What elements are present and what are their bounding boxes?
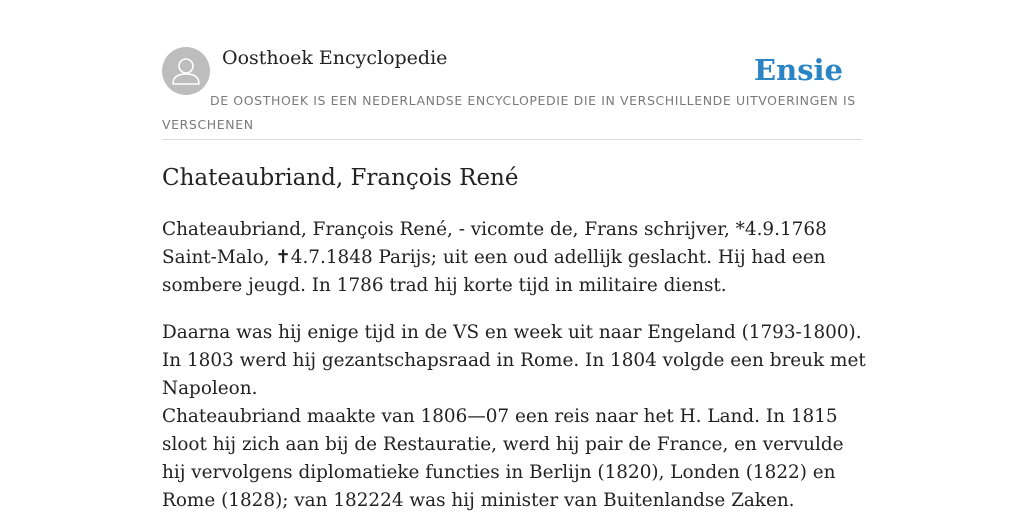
article-paragraph-2: Daarna was hij enige tijd in de VS en week uit naar Engeland (1793-1800). In 1803 werd hij gezantschapsraad in Rome. In 1804 volgde een breuk met Napoleon. [162,322,866,399]
author-avatar[interactable] [162,47,210,95]
site-tagline: DE OOSTHOEK IS EEN NEDERLANDSE ENCYCLOPEDIE DIE IN VERSCHILLENDE UITVOERINGEN IS VERSCHENEN [162,93,856,132]
user-silhouette-icon [162,47,210,95]
site-name[interactable]: Oosthoek Encyclopedie [222,47,448,69]
header-divider [162,139,862,140]
brand-logo[interactable]: Ensie [754,53,843,87]
article-title: Chateaubriand, François René [162,165,519,191]
article-paragraph-1: Chateaubriand, François René, - vicomte de, Frans schrijver, *4.9.1768 Saint-Malo, ✝4.7.1848 Parijs; uit een oud adellijk geslacht. Hij had een sombere jeugd. In 1786 trad hij korte tijd in militaire dienst. [162,219,827,296]
article-paragraph-3: Chateaubriand maakte van 1806—07 een reis naar het H. Land. In 1815 sloot hij zich aan bij de Restauratie, werd hij pair de France, en vervulde hij vervolgens diplomatieke functies in Berlijn (1820), Londen (1822) en Rome (1828); van 182224 was hij minister van Buitenlandse Zaken. [162,406,844,511]
